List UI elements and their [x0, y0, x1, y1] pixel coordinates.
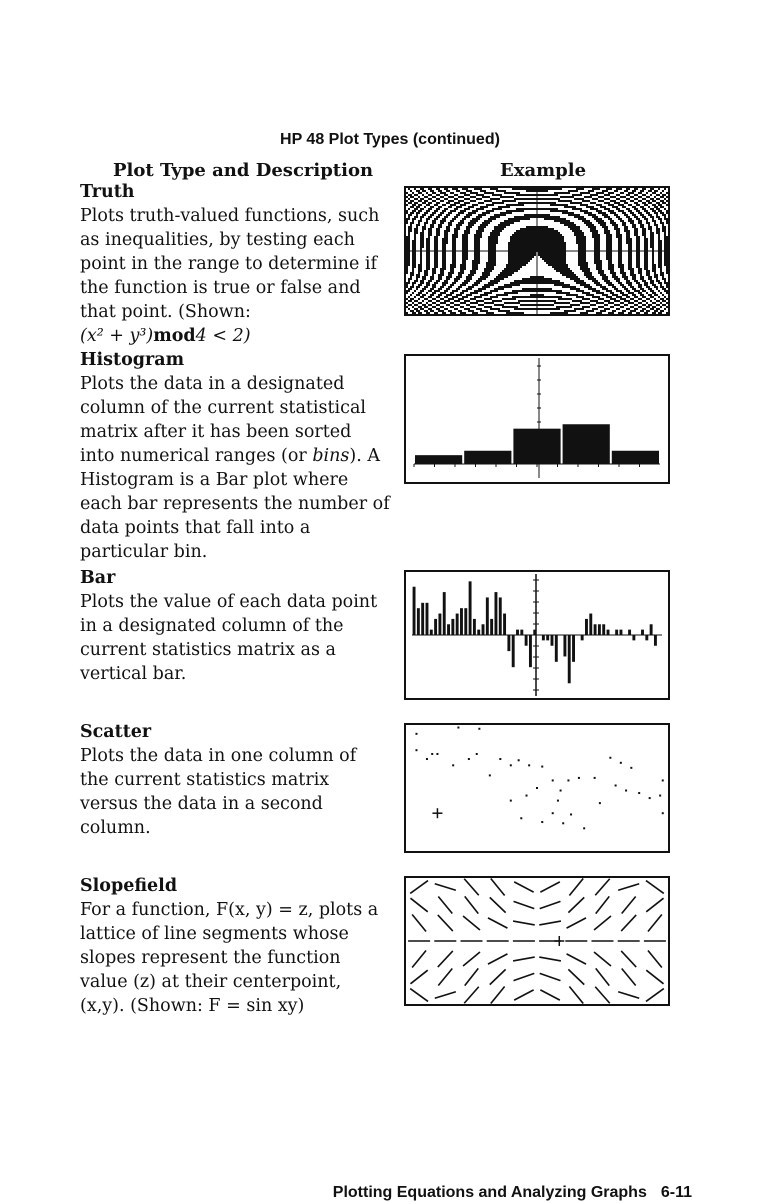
slope-segment-0-6 — [569, 878, 583, 895]
entry-histogram-desc — [80, 372, 390, 564]
slope-segment-6-7 — [595, 987, 610, 1004]
slope-segment-0-1 — [435, 884, 456, 890]
bar-bar-17 — [486, 597, 489, 635]
histogram-bar-1 — [464, 451, 511, 464]
slope-segment-2-0 — [412, 914, 426, 931]
bar-bar-51 — [632, 635, 635, 640]
bar-bar-45 — [607, 630, 610, 635]
scatter-point-4 — [426, 758, 428, 760]
slope-segment-1-6 — [568, 897, 584, 912]
bar-bar-41 — [589, 614, 592, 635]
slope-segment-1-1 — [438, 897, 452, 914]
scatter-point-17 — [526, 795, 528, 797]
bar-bar-21 — [503, 614, 506, 635]
scatter-point-0 — [415, 733, 417, 735]
slope-segment-1-5 — [540, 901, 561, 908]
scatter-point-24 — [578, 777, 580, 779]
bar-bar-15 — [477, 630, 480, 635]
scatter-point-38 — [541, 821, 543, 823]
page-title: HP 48 Plot Types (continued) — [280, 131, 500, 148]
slope-segment-5-4 — [514, 973, 535, 980]
bar-bar-48 — [619, 630, 622, 635]
entry-histogram-name: Histogram — [80, 350, 185, 370]
bar-bar-47 — [615, 630, 618, 635]
slope-segment-5-3 — [490, 969, 506, 984]
bar-bar-5 — [434, 619, 437, 635]
bar-plot — [404, 570, 670, 700]
slope-segment-6-0 — [410, 989, 428, 1002]
bar-bar-54 — [645, 635, 648, 640]
slope-segment-1-8 — [622, 897, 636, 914]
bar-plot-graphic — [406, 572, 668, 698]
slope-segment-0-4 — [514, 882, 533, 892]
scatter-point-8 — [468, 758, 470, 760]
slope-segment-5-0 — [410, 970, 427, 984]
bar-bar-24 — [516, 630, 519, 635]
bar-bar-43 — [598, 624, 601, 635]
scatter-point-9 — [476, 753, 478, 755]
slope-segment-4-3 — [488, 954, 507, 964]
slope-segment-4-2 — [463, 952, 480, 966]
scatter-point-13 — [528, 764, 530, 766]
slope-segment-5-6 — [568, 969, 584, 984]
slope-segment-6-9 — [646, 989, 664, 1002]
slope-segment-0-8 — [618, 884, 639, 890]
scatter-point-37 — [520, 817, 522, 819]
truth-math-op: mod — [153, 326, 196, 346]
histogram-plot-graphic — [406, 356, 668, 482]
bar-bar-28 — [533, 630, 536, 635]
histogram-bar-0 — [415, 455, 462, 464]
scatter-point-40 — [562, 822, 564, 824]
scatter-point-14 — [541, 766, 543, 768]
entry-slopefield-name: Slopefield — [80, 876, 178, 896]
scatter-point-41 — [662, 812, 664, 814]
slope-segment-2-5 — [539, 921, 561, 925]
bar-bar-23 — [512, 635, 515, 667]
histogram-desc-pre: Plots the data in a designated column of the current statistical matrix after it has been sorted into numerical ranges (or — [80, 374, 366, 466]
footer-page-number: 6-11 — [660, 1184, 692, 1201]
bar-bar-35 — [563, 635, 566, 656]
bar-bar-22 — [507, 635, 510, 651]
scatter-point-1 — [457, 727, 459, 729]
scatter-point-35 — [599, 802, 601, 804]
slope-segment-4-7 — [594, 952, 611, 966]
entry-histogram — [80, 348, 390, 564]
bar-bar-33 — [555, 635, 558, 662]
slope-segment-5-9 — [646, 970, 663, 984]
slope-segment-2-9 — [648, 914, 662, 931]
slope-segment-1-2 — [465, 896, 479, 913]
scatter-point-11 — [510, 764, 512, 766]
bar-bar-3 — [426, 603, 429, 635]
bar-bar-32 — [551, 635, 554, 646]
scatter-plot-graphic — [406, 725, 668, 851]
scatter-point-15 — [489, 774, 491, 776]
slope-segment-5-7 — [596, 968, 610, 985]
scatter-point-25 — [594, 777, 596, 779]
entry-scatter-desc: Plots the data in one column of the current statistics matrix versus the data in a second column. — [80, 746, 357, 838]
entry-truth-math — [80, 324, 390, 348]
slope-segment-1-7 — [596, 896, 610, 913]
entry-bar-name: Bar — [80, 568, 116, 588]
scatter-point-31 — [638, 792, 640, 794]
scatter-point-12 — [518, 759, 520, 761]
truth-plot — [404, 186, 670, 316]
bar-bar-16 — [482, 624, 485, 635]
bar-bar-9 — [451, 619, 454, 635]
scatter-point-18 — [536, 787, 538, 789]
slope-segment-0-3 — [491, 878, 505, 895]
scatter-point-33 — [659, 795, 661, 797]
slope-segment-6-6 — [569, 986, 583, 1003]
slope-segment-4-9 — [648, 950, 662, 967]
bar-bar-1 — [417, 608, 420, 635]
slope-segment-6-8 — [618, 992, 639, 998]
slope-segment-6-3 — [491, 986, 505, 1003]
bar-bar-14 — [473, 619, 476, 635]
histogram-desc-post: ). A Histogram is a Bar plot where each bar represents the number of data points that fall into a particular bin. — [80, 446, 390, 562]
slope-segment-4-5 — [539, 957, 561, 961]
slope-segment-5-2 — [465, 968, 479, 985]
histogram-desc-em: bins — [312, 446, 350, 466]
slope-segment-6-5 — [540, 990, 559, 1000]
slope-segment-5-8 — [622, 969, 636, 986]
scatter-point-27 — [620, 762, 622, 764]
slope-segment-4-0 — [412, 950, 426, 967]
scatter-point-21 — [567, 779, 569, 781]
bar-bar-56 — [654, 635, 657, 646]
bar-bar-30 — [542, 635, 545, 640]
bar-bar-37 — [572, 635, 575, 662]
slope-segment-2-1 — [438, 915, 453, 931]
histogram-bar-2 — [513, 429, 560, 464]
entry-bar-desc: Plots the value of each data point in a designated column of the current statistics matrix as a vertical bar. — [80, 592, 378, 684]
scatter-point-7 — [452, 764, 454, 766]
bar-bar-44 — [602, 624, 605, 635]
slope-segment-2-2 — [463, 916, 480, 930]
bar-bar-18 — [490, 619, 493, 635]
slope-segment-1-0 — [410, 898, 427, 912]
scatter-point-26 — [609, 757, 611, 759]
slope-segment-0-9 — [646, 881, 664, 894]
scatter-point-2 — [478, 728, 480, 730]
slopefield-plot-graphic — [406, 878, 668, 1004]
slope-segment-0-5 — [540, 882, 559, 892]
entry-scatter-name: Scatter — [80, 722, 152, 742]
bar-bar-25 — [520, 630, 523, 635]
slope-segment-1-4 — [514, 901, 535, 908]
bar-bar-55 — [650, 624, 653, 635]
scatter-point-23 — [557, 800, 559, 802]
bar-bar-27 — [529, 635, 532, 667]
bar-bar-8 — [447, 624, 450, 635]
bar-bar-0 — [413, 587, 416, 635]
bar-bar-6 — [438, 614, 441, 635]
entry-truth-desc: Plots truth-valued functions, such as inequalities, by testing each point in the range to determine if the function is true or false and that point. (Shown: — [80, 206, 380, 322]
bar-bar-50 — [628, 630, 631, 635]
bar-bar-13 — [469, 581, 472, 635]
slope-segment-4-6 — [567, 954, 586, 964]
slope-segment-0-7 — [595, 879, 610, 896]
scatter-point-3 — [415, 749, 417, 751]
bar-bar-10 — [456, 614, 459, 635]
slope-segment-2-6 — [567, 918, 586, 928]
slope-segment-6-4 — [514, 990, 533, 1000]
bar-bar-11 — [460, 608, 463, 635]
scatter-point-29 — [615, 784, 617, 786]
slope-segment-6-1 — [435, 992, 456, 998]
slope-segment-2-8 — [621, 915, 636, 931]
scatter-point-10 — [499, 758, 501, 760]
bar-bar-31 — [546, 635, 549, 640]
bar-bar-4 — [430, 630, 433, 635]
entry-truth-name: Truth — [80, 182, 135, 202]
footer-chapter-title: Plotting Equations and Analyzing Graphs — [332, 1184, 647, 1201]
slope-segment-0-2 — [464, 879, 479, 896]
slope-segment-6-2 — [464, 987, 479, 1004]
column-header-description: Plot Type and Description — [113, 160, 374, 181]
entry-truth — [80, 180, 390, 348]
slope-segment-2-4 — [513, 921, 535, 925]
truth-plot-graphic — [406, 188, 668, 314]
slope-segment-2-3 — [488, 918, 507, 928]
truth-math-pre: (x² + y³) — [80, 326, 154, 346]
slope-segment-4-1 — [438, 951, 453, 967]
bar-bar-12 — [464, 608, 467, 635]
slope-segment-2-7 — [594, 916, 611, 930]
bar-bar-53 — [641, 630, 644, 635]
bar-bar-36 — [568, 635, 571, 683]
slope-segment-1-3 — [490, 897, 506, 912]
scatter-point-36 — [583, 827, 585, 829]
entry-slopefield — [80, 874, 390, 1018]
entry-scatter — [80, 720, 390, 840]
scatter-point-19 — [552, 779, 554, 781]
bar-bar-20 — [499, 597, 502, 635]
bar-bar-39 — [581, 635, 584, 640]
scatter-point-16 — [510, 800, 512, 802]
bar-bar-26 — [525, 635, 528, 646]
scatter-point-22 — [552, 812, 554, 814]
scatter-point-6 — [436, 753, 438, 755]
scatter-point-20 — [560, 790, 562, 792]
scatter-point-28 — [630, 767, 632, 769]
histogram-plot — [404, 354, 670, 484]
column-header-example: Example — [500, 160, 587, 181]
histogram-bar-3 — [563, 424, 610, 464]
entry-bar — [80, 566, 390, 686]
bar-bar-42 — [594, 624, 597, 635]
slope-segment-1-9 — [646, 898, 663, 912]
bar-bar-2 — [421, 603, 424, 635]
slope-segment-5-1 — [438, 969, 452, 986]
slope-segment-4-4 — [513, 957, 535, 961]
bar-bar-19 — [494, 592, 497, 635]
bar-bar-40 — [585, 619, 588, 635]
bar-bar-7 — [443, 592, 446, 635]
histogram-bar-4 — [612, 451, 659, 464]
slope-segment-5-5 — [540, 973, 561, 980]
page-footer — [333, 1184, 692, 1202]
slope-segment-0-0 — [410, 881, 428, 894]
slope-segment-4-8 — [621, 951, 636, 967]
scatter-point-34 — [662, 779, 664, 781]
entry-slopefield-desc: For a function, F(x, y) = z, plots a lattice of line segments whose slopes represent the function value (z) at their centerpoint, (x,y). (Shown: F = sin xy) — [80, 900, 379, 1016]
truth-math-post: 4 < 2) — [195, 326, 251, 346]
scatter-point-39 — [570, 813, 572, 815]
scatter-point-5 — [431, 753, 433, 755]
slopefield-plot — [404, 876, 670, 1006]
scatter-point-30 — [625, 790, 627, 792]
scatter-plot — [404, 723, 670, 853]
scatter-point-32 — [649, 797, 651, 799]
